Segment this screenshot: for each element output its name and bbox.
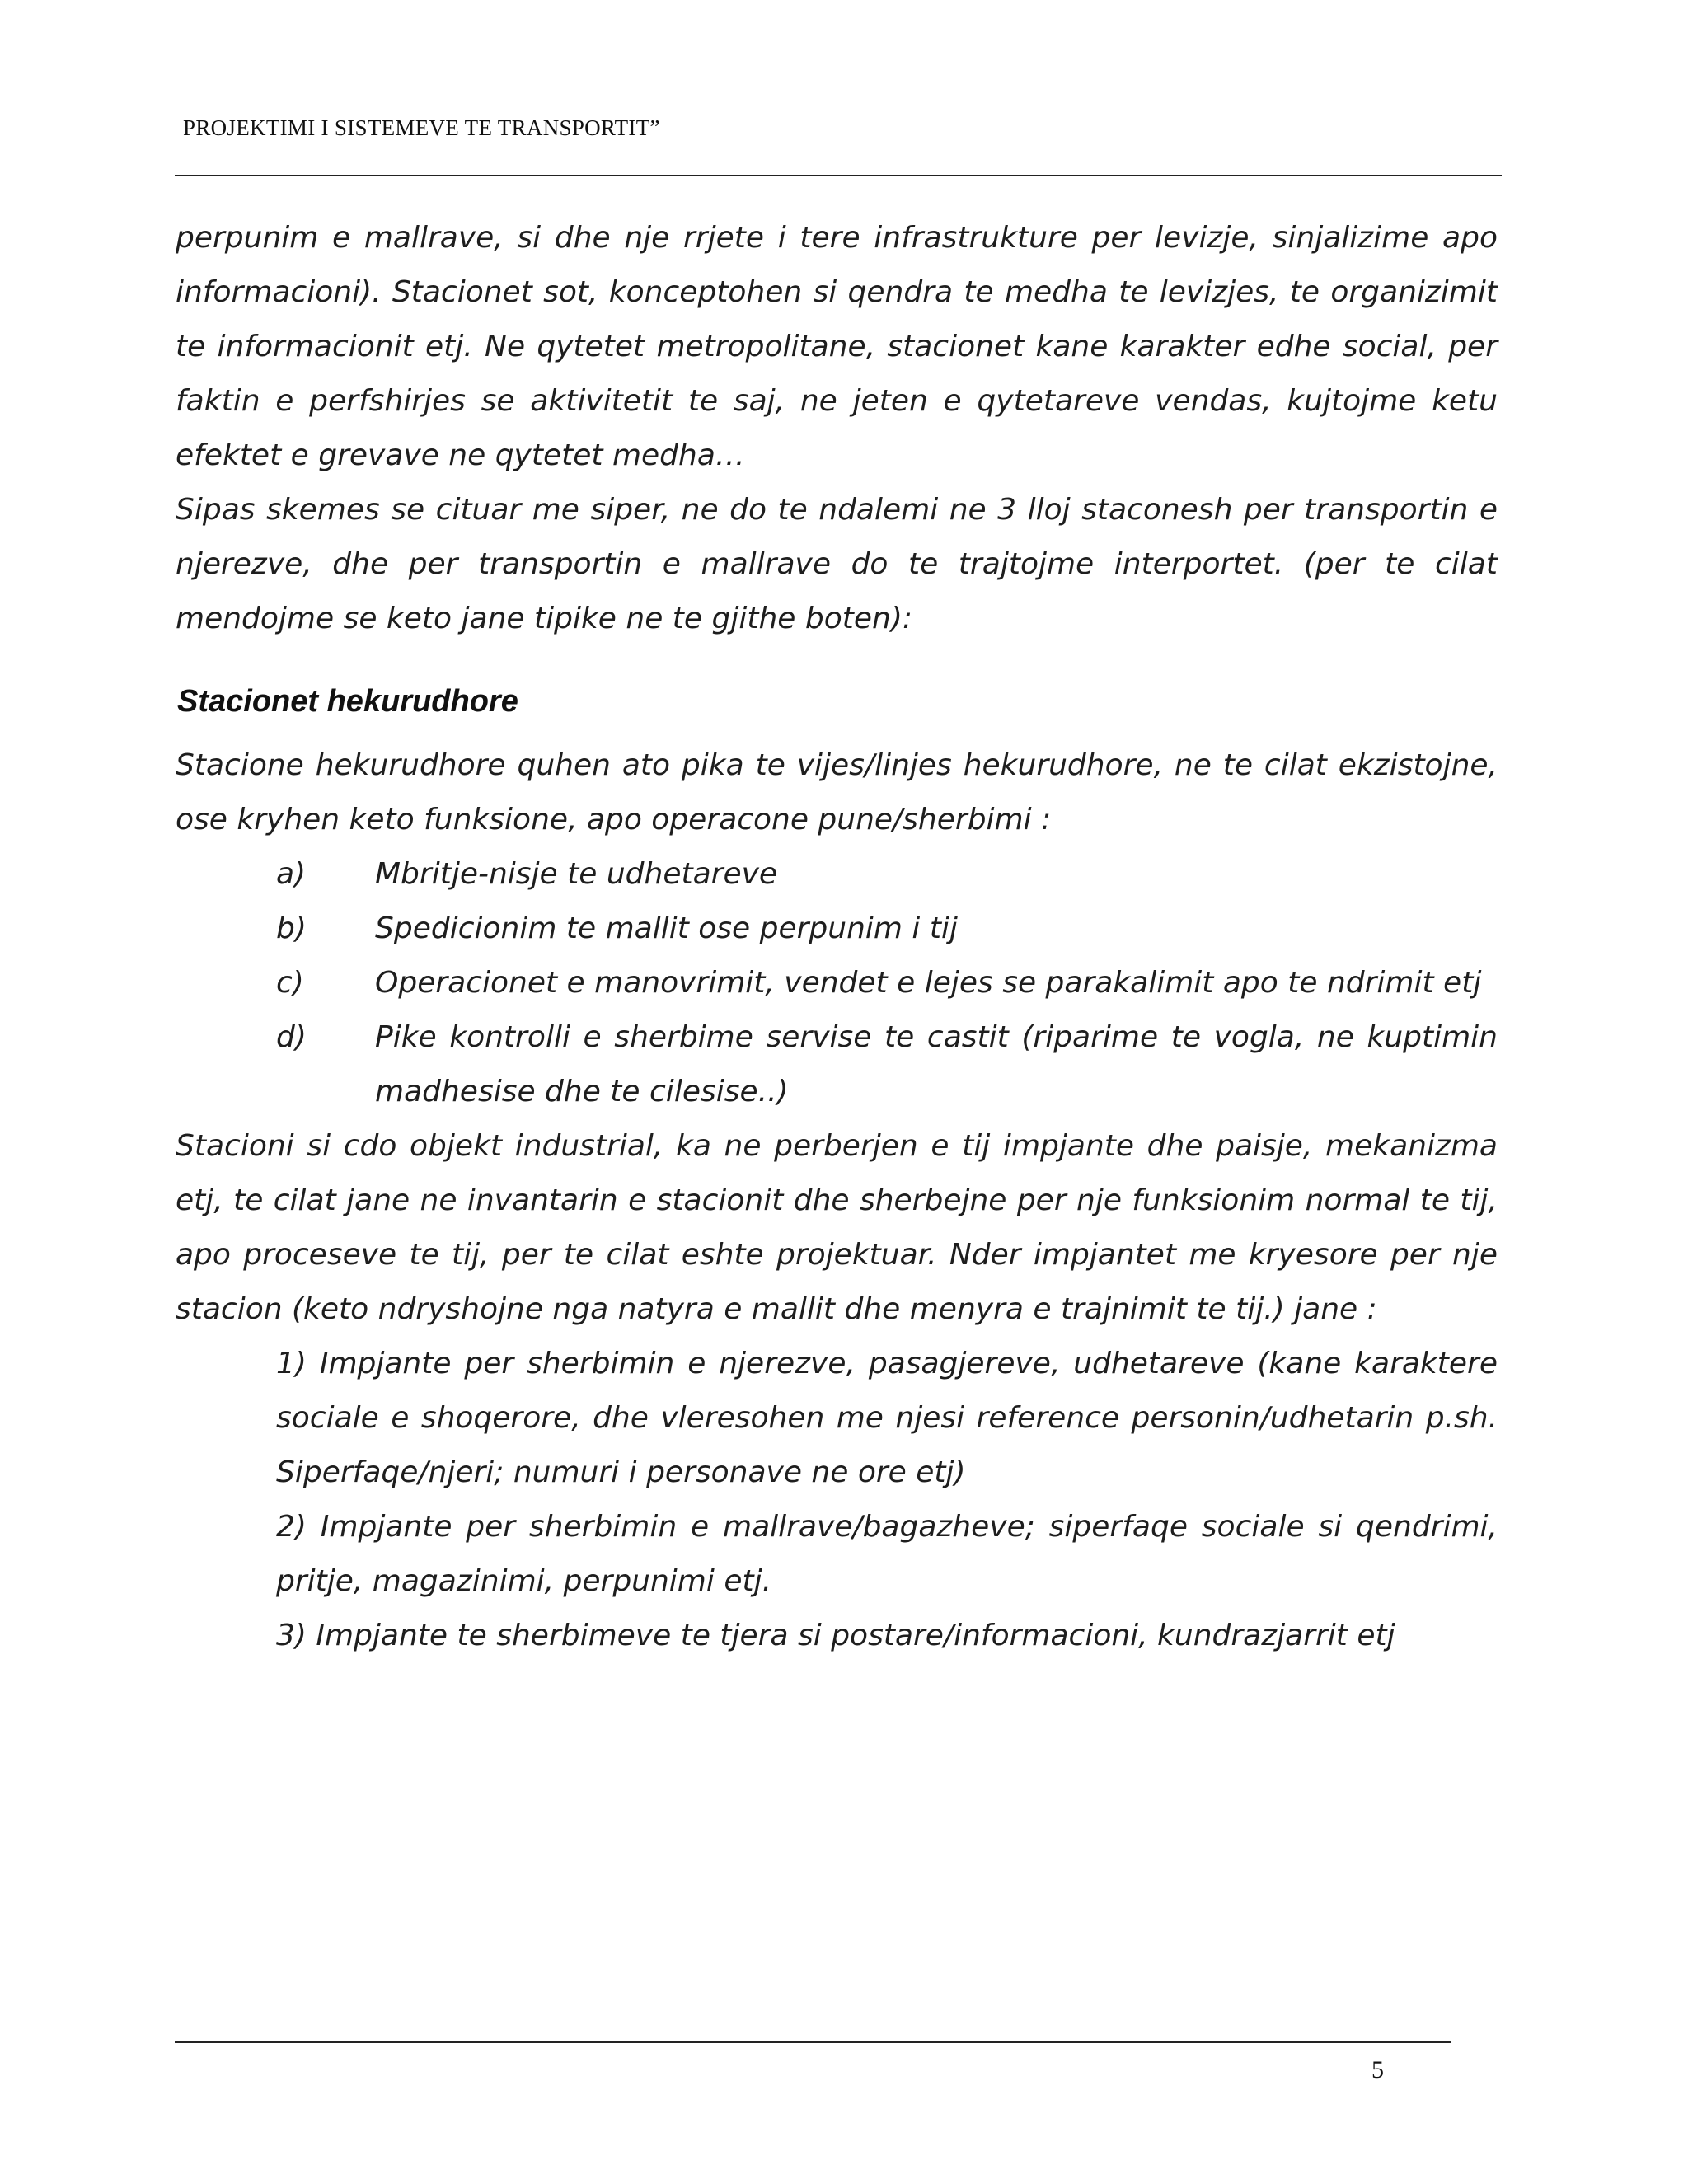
- list-marker: b): [276, 912, 307, 945]
- footer-divider: [175, 2041, 1451, 2043]
- list-marker: a): [276, 857, 307, 891]
- section-heading: Stacionet hekurudhore: [177, 684, 518, 719]
- list-item-text: Mbritje-nisje te udhetareve: [375, 857, 778, 891]
- running-header: PROJEKTIMI I SISTEMEVE TE TRANSPORTIT”: [183, 115, 660, 140]
- list-item: [276, 847, 1498, 902]
- definition-paragraph: Stacione hekurudhore quhen ato pika te vijes/linjes hekurudhore, ne te cilat ekzistojne, ose kryhen keto funksione, apo operacone pune/sherbimi :: [176, 748, 1498, 837]
- list-marker: d): [276, 1020, 307, 1054]
- list-marker: c): [276, 966, 304, 1000]
- page-number: 5: [1372, 2056, 1384, 2083]
- list-item-text: Pike kontrolli e sherbime servise te castit (riparime te vogla, ne kuptimin madhesise dhe te cilesise..): [375, 1020, 1498, 1108]
- installation-item-1: 1) Impjante per sherbimin e njerezve, pasagjereve, udhetareve (kane karaktere sociale e shoqerore, dhe vleresohen me njesi reference personin/udhetarin p.sh. Siperfaqe/njeri; numuri i personave ne ore etj): [276, 1347, 1498, 1489]
- list-item: [276, 902, 1498, 956]
- list-item: [276, 956, 1498, 1010]
- list-item-text: Operacionet e manovrimit, vendet e lejes se parakalimit apo te ndrimit etj: [375, 966, 1482, 1000]
- station-paragraph: Stacioni si cdo objekt industrial, ka ne perberjen e tij impjante dhe paisje, mekanizma etj, te cilat jane ne invantarin e stacionit dhe sherbejne per nje funksionim normal te tij, apo proceseve te tij, per te cilat eshte projektuar. Nder impjantet me kryesore per nje stacion (keto ndryshojne nga natyra e mallit dhe menyra e trajnimit te tij.) jane :: [176, 1129, 1498, 1326]
- installation-item-2: 2) Impjante per sherbimin e mallrave/bagazheve; siperfaqe sociale si qendrimi, pritje, magazinimi, perpunimi etj.: [276, 1510, 1498, 1598]
- intro-paragraph-1: perpunim e mallrave, si dhe nje rrjete i tere infrastrukture per levizje, sinjalizime apo informacioni). Stacionet sot, konceptohen si qendra te medha te levizjes, te organizimit te informacionit etj. Ne qytetet metropolitane, stacionet kane karakter edhe social, per faktin e perfshirjes se aktivitetit te saj, ne jeten e qytetareve vendas, kujtojme ketu efektet e grevave ne qytetet medha…: [176, 221, 1498, 472]
- list-item: [276, 1010, 1498, 1119]
- list-item-text: Spedicionim te mallit ose perpunim i tij: [375, 912, 958, 945]
- header-divider: [175, 175, 1502, 176]
- installation-item-3: 3) Impjante te sherbimeve te tjera si postare/informacioni, kundrazjarrit etj: [276, 1619, 1395, 1652]
- intro-paragraph-2: Sipas skemes se cituar me siper, ne do te ndalemi ne 3 lloj staconesh per transportin e njerezve, dhe per transportin e mallrave do te trajtojme interportet. (per te cilat mendojme se keto jane tipike ne te gjithe boten):: [176, 493, 1498, 635]
